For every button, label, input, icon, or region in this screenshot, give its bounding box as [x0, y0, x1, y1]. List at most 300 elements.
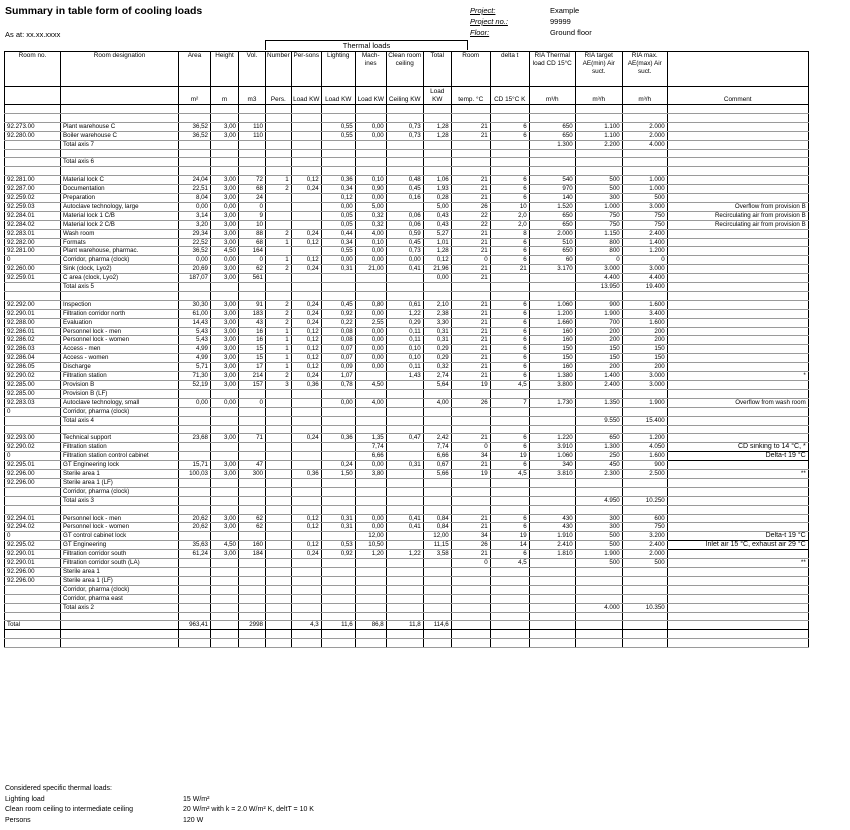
table-cell	[355, 559, 386, 568]
table-cell: 20,62	[179, 514, 211, 523]
column-header	[667, 52, 808, 87]
table-cell: 3,00	[211, 434, 239, 443]
table-cell	[529, 416, 575, 425]
table-cell: 3,00	[211, 229, 239, 238]
table-cell	[266, 140, 292, 149]
table-cell: 1.100	[575, 122, 622, 131]
column-header: Clean room ceiling	[386, 52, 423, 87]
table-cell	[667, 229, 808, 238]
table-cell: 6	[490, 523, 529, 532]
table-cell: Corridor, pharma east	[61, 594, 179, 603]
table-cell	[490, 621, 529, 630]
note-ceiling: Clean room ceiling to intermediate ceiling 20 W/m² with k = 2.0 W/m² K, deltT = 10 K	[5, 806, 314, 813]
table-cell: 1.200	[622, 434, 667, 443]
table-cell	[239, 452, 266, 461]
table-cell	[239, 639, 266, 648]
table-cell	[239, 158, 266, 167]
column-header: Number	[266, 52, 292, 87]
table-cell	[490, 113, 529, 122]
table-cell: 1	[266, 327, 292, 336]
table-cell: 0,05	[321, 211, 355, 220]
table-cell	[355, 630, 386, 639]
table-cell	[61, 113, 179, 122]
table-cell	[386, 576, 423, 585]
table-cell: 0,36	[291, 381, 321, 390]
table-row	[5, 247, 809, 256]
table-cell: 0,24	[291, 318, 321, 327]
table-cell: 0,12	[291, 514, 321, 523]
table-cell: 3.200	[622, 532, 667, 541]
table-cell	[386, 496, 423, 505]
table-cell: 0,45	[386, 185, 423, 194]
table-cell: 4,5	[490, 381, 529, 390]
table-cell: 92.296.00	[5, 478, 61, 487]
table-cell	[179, 113, 211, 122]
table-cell	[239, 416, 266, 425]
table-cell: 183	[239, 309, 266, 318]
table-cell	[355, 594, 386, 603]
table-cell: 0,31	[321, 514, 355, 523]
table-cell: 0	[5, 407, 61, 416]
table-cell	[211, 478, 239, 487]
table-cell: 16	[239, 336, 266, 345]
table-cell	[490, 291, 529, 300]
table-cell	[386, 639, 423, 648]
table-cell	[490, 612, 529, 621]
table-cell: 3.000	[622, 381, 667, 390]
table-cell	[667, 523, 808, 532]
table-cell	[667, 140, 808, 149]
table-cell: 15,71	[179, 461, 211, 470]
table-cell: 3.400	[622, 309, 667, 318]
table-cell	[575, 291, 622, 300]
table-cell	[5, 167, 61, 176]
table-cell: 0,10	[386, 345, 423, 354]
table-cell	[386, 389, 423, 398]
table-cell	[667, 283, 808, 292]
table-cell	[423, 167, 451, 176]
table-cell: 92.285.00	[5, 381, 61, 390]
table-cell: 0,00	[355, 247, 386, 256]
table-cell	[179, 559, 211, 568]
table-cell	[622, 389, 667, 398]
table-cell: 0,43	[423, 211, 451, 220]
table-cell	[667, 274, 808, 283]
table-cell: 1.380	[529, 372, 575, 381]
table-cell: Total axis 5	[61, 283, 179, 292]
table-cell	[266, 220, 292, 229]
table-cell: 6	[490, 443, 529, 452]
table-cell: 5,00	[423, 202, 451, 211]
table-cell	[622, 630, 667, 639]
table-cell	[266, 416, 292, 425]
table-cell	[179, 416, 211, 425]
table-cell	[291, 113, 321, 122]
table-cell	[321, 274, 355, 283]
table-cell	[423, 105, 451, 114]
table-cell: 14	[490, 541, 529, 550]
table-cell: 650	[529, 122, 575, 131]
table-row	[5, 461, 809, 470]
table-cell: 1,20	[355, 550, 386, 559]
table-cell: 88	[239, 229, 266, 238]
table-cell: 0,73	[386, 122, 423, 131]
table-cell: 0,06	[386, 220, 423, 229]
table-cell: 21	[451, 229, 490, 238]
table-cell	[291, 211, 321, 220]
table-cell: 26	[451, 202, 490, 211]
table-cell: 6	[490, 363, 529, 372]
column-unit: m²	[179, 87, 211, 105]
table-cell: 68	[239, 238, 266, 247]
column-unit: CD 15°C K	[490, 87, 529, 105]
table-row	[5, 300, 809, 309]
table-cell	[239, 443, 266, 452]
table-cell: 92.290.02	[5, 372, 61, 381]
table-cell	[575, 167, 622, 176]
table-cell: 0,29	[423, 354, 451, 363]
table-row	[5, 381, 809, 390]
table-cell: 300	[575, 194, 622, 203]
table-cell	[667, 265, 808, 274]
table-cell	[321, 532, 355, 541]
table-cell: 3,00	[211, 336, 239, 345]
table-cell: 2	[266, 309, 292, 318]
table-cell: 3,00	[211, 318, 239, 327]
table-cell: 430	[529, 514, 575, 523]
table-cell: 71	[239, 434, 266, 443]
table-cell: 6	[490, 185, 529, 194]
table-cell: 750	[622, 220, 667, 229]
table-cell: 700	[575, 318, 622, 327]
table-cell: 3,00	[211, 309, 239, 318]
table-cell: 0,10	[355, 238, 386, 247]
table-cell	[451, 630, 490, 639]
table-cell: Access - men	[61, 345, 179, 354]
table-cell	[179, 568, 211, 577]
table-cell: 92.259.03	[5, 202, 61, 211]
table-cell: 0,00	[321, 202, 355, 211]
table-cell: 6	[490, 318, 529, 327]
table-cell	[291, 158, 321, 167]
table-cell: 1,35	[355, 434, 386, 443]
table-cell	[667, 612, 808, 621]
table-cell: 160	[529, 363, 575, 372]
table-cell	[386, 167, 423, 176]
table-cell: 21	[451, 514, 490, 523]
table-row	[5, 131, 809, 140]
table-cell: Inspection	[61, 300, 179, 309]
table-row	[5, 532, 809, 541]
table-cell	[179, 283, 211, 292]
table-cell: 3,00	[211, 131, 239, 140]
column-unit: m	[211, 87, 239, 105]
table-cell: 21	[451, 550, 490, 559]
column-header: RIA Thermal load CD 15°C	[529, 52, 575, 87]
table-cell: 0,00	[355, 131, 386, 140]
table-cell	[266, 576, 292, 585]
table-cell: 0,92	[321, 550, 355, 559]
table-cell	[211, 487, 239, 496]
table-cell: 6	[490, 514, 529, 523]
table-cell	[266, 425, 292, 434]
table-row	[5, 122, 809, 131]
table-cell: 7,74	[355, 443, 386, 452]
table-cell: 14,43	[179, 318, 211, 327]
table-cell	[667, 149, 808, 158]
table-cell: 21	[451, 300, 490, 309]
table-cell: 3,80	[355, 470, 386, 479]
table-cell	[667, 487, 808, 496]
table-cell	[266, 194, 292, 203]
table-cell: 21	[451, 265, 490, 274]
column-unit: Load KW	[291, 87, 321, 105]
table-cell: 1,07	[321, 372, 355, 381]
table-row	[5, 185, 809, 194]
table-cell	[179, 389, 211, 398]
table-cell	[266, 247, 292, 256]
table-cell: 0,00	[355, 336, 386, 345]
column-unit: Comment	[667, 87, 808, 105]
table-cell: 0	[5, 452, 61, 461]
table-cell: 0,12	[291, 523, 321, 532]
table-cell: 500	[622, 194, 667, 203]
table-cell	[529, 505, 575, 514]
table-cell	[179, 478, 211, 487]
table-cell	[667, 496, 808, 505]
table-cell	[239, 585, 266, 594]
table-cell: 21	[451, 274, 490, 283]
table-cell: 750	[622, 211, 667, 220]
table-cell	[423, 630, 451, 639]
table-cell: 0,00	[179, 202, 211, 211]
table-cell: Filtration station	[61, 372, 179, 381]
table-cell	[291, 532, 321, 541]
table-row	[5, 345, 809, 354]
table-cell	[667, 309, 808, 318]
table-cell: 34	[451, 452, 490, 461]
table-cell: 5,64	[423, 381, 451, 390]
table-cell	[211, 532, 239, 541]
table-cell: 92.296.00	[5, 568, 61, 577]
table-cell	[490, 167, 529, 176]
table-cell: 5,00	[355, 202, 386, 211]
table-cell	[490, 630, 529, 639]
table-cell: 0,31	[321, 265, 355, 274]
column-unit: m³/h	[529, 87, 575, 105]
table-cell: 1.400	[622, 238, 667, 247]
table-cell: 2998	[239, 621, 266, 630]
table-cell: 92.290.01	[5, 309, 61, 318]
table-cell	[529, 158, 575, 167]
table-cell: 340	[529, 461, 575, 470]
table-cell: 35,63	[179, 541, 211, 550]
table-cell: 71,30	[179, 372, 211, 381]
table-cell: 5,43	[179, 336, 211, 345]
table-cell: GT control cabinet lock	[61, 532, 179, 541]
table-cell	[266, 639, 292, 648]
table-cell: 3,00	[211, 354, 239, 363]
table-cell	[266, 505, 292, 514]
table-cell: 8	[490, 229, 529, 238]
table-cell	[61, 105, 179, 114]
table-cell	[490, 149, 529, 158]
table-cell	[667, 639, 808, 648]
table-cell: 3,00	[211, 345, 239, 354]
table-cell	[355, 389, 386, 398]
table-cell	[266, 541, 292, 550]
table-cell: 4.400	[622, 274, 667, 283]
table-cell: 0,84	[423, 514, 451, 523]
table-cell: 2,0	[490, 211, 529, 220]
table-cell	[321, 149, 355, 158]
table-cell	[211, 603, 239, 612]
table-cell: 0,00	[423, 274, 451, 283]
table-cell: 9.550	[575, 416, 622, 425]
table-cell: 0,80	[355, 300, 386, 309]
table-cell: 0,73	[386, 247, 423, 256]
table-cell	[451, 140, 490, 149]
table-cell: 430	[529, 523, 575, 532]
table-cell	[575, 487, 622, 496]
table-cell	[667, 585, 808, 594]
table-cell	[239, 487, 266, 496]
table-cell: 21	[451, 238, 490, 247]
table-cell	[211, 105, 239, 114]
table-cell	[266, 585, 292, 594]
table-cell: 0,00	[211, 256, 239, 265]
table-cell: 3,00	[211, 211, 239, 220]
table-cell: 510	[529, 238, 575, 247]
table-cell	[575, 407, 622, 416]
table-cell	[291, 639, 321, 648]
table-cell: 2,0	[490, 220, 529, 229]
table-cell: 200	[622, 363, 667, 372]
table-cell: 750	[622, 523, 667, 532]
table-cell	[179, 576, 211, 585]
table-cell	[386, 585, 423, 594]
table-cell: 4.000	[622, 140, 667, 149]
table-cell: 6	[490, 176, 529, 185]
table-cell: 150	[622, 345, 667, 354]
table-cell	[291, 452, 321, 461]
table-cell: 970	[529, 185, 575, 194]
table-cell: 4.050	[622, 443, 667, 452]
table-cell: 3,14	[179, 211, 211, 220]
table-cell: 0,24	[291, 265, 321, 274]
table-cell: Documentation	[61, 185, 179, 194]
table-cell: 1.060	[529, 452, 575, 461]
table-cell: 92.285.00	[5, 389, 61, 398]
column-header: Area	[179, 52, 211, 87]
table-cell: 1.900	[575, 309, 622, 318]
table-cell	[61, 630, 179, 639]
table-cell	[61, 612, 179, 621]
table-cell: 36,52	[179, 122, 211, 131]
table-cell: Technical support	[61, 434, 179, 443]
table-cell: 0,32	[423, 363, 451, 372]
table-cell	[575, 621, 622, 630]
table-cell: Filtration station control cabinet	[61, 452, 179, 461]
table-cell	[211, 149, 239, 158]
notes-section	[5, 784, 314, 826]
table-row	[5, 354, 809, 363]
table-cell	[321, 559, 355, 568]
table-cell	[667, 354, 808, 363]
table-cell: 22	[451, 220, 490, 229]
table-row	[5, 550, 809, 559]
table-cell: 0,41	[386, 523, 423, 532]
table-cell: 11,15	[423, 541, 451, 550]
table-row	[5, 372, 809, 381]
table-cell: 92.296.00	[5, 470, 61, 479]
table-cell: 0,07	[321, 345, 355, 354]
table-cell	[355, 505, 386, 514]
table-cell: 0,00	[321, 256, 355, 265]
table-cell	[529, 630, 575, 639]
column-unit: Load KW	[321, 87, 355, 105]
table-cell: 0,12	[291, 256, 321, 265]
table-cell: 20,69	[179, 265, 211, 274]
table-cell: 4.400	[575, 274, 622, 283]
table-cell: 1.900	[622, 398, 667, 407]
table-cell	[386, 140, 423, 149]
table-cell	[667, 381, 808, 390]
table-cell: 24,04	[179, 176, 211, 185]
table-cell: 0,24	[291, 550, 321, 559]
table-cell: 6	[490, 256, 529, 265]
table-cell: Recirculating air from provision B	[667, 211, 808, 220]
table-cell: 21	[451, 434, 490, 443]
table-cell: 4,50	[211, 247, 239, 256]
table-cell: 6	[490, 372, 529, 381]
table-cell	[266, 630, 292, 639]
table-cell: 92.290.01	[5, 559, 61, 568]
table-cell	[291, 576, 321, 585]
table-cell: 62	[239, 514, 266, 523]
table-cell	[386, 603, 423, 612]
table-cell: 4,00	[355, 229, 386, 238]
table-cell: Overflow from provision B	[667, 202, 808, 211]
table-cell	[451, 291, 490, 300]
table-cell	[291, 247, 321, 256]
table-cell	[211, 425, 239, 434]
table-cell	[355, 416, 386, 425]
table-cell: 21	[451, 461, 490, 470]
table-cell: 92.290.02	[5, 443, 61, 452]
column-unit: Load KW	[423, 87, 451, 105]
table-cell	[355, 639, 386, 648]
table-cell	[266, 105, 292, 114]
table-cell	[451, 639, 490, 648]
table-cell: GT Engineering	[61, 541, 179, 550]
table-cell	[179, 140, 211, 149]
table-cell	[451, 505, 490, 514]
table-cell: 0,73	[386, 131, 423, 140]
table-cell	[667, 389, 808, 398]
table-cell: 92.284.02	[5, 220, 61, 229]
table-row	[5, 274, 809, 283]
table-cell: 11,6	[321, 621, 355, 630]
table-cell	[355, 140, 386, 149]
table-cell	[423, 487, 451, 496]
table-cell: 1.300	[575, 443, 622, 452]
table-cell: 3,58	[423, 550, 451, 559]
table-cell: 92.286.01	[5, 327, 61, 336]
table-cell: 0,55	[321, 122, 355, 131]
table-cell: 92.281.00	[5, 247, 61, 256]
table-cell	[211, 621, 239, 630]
